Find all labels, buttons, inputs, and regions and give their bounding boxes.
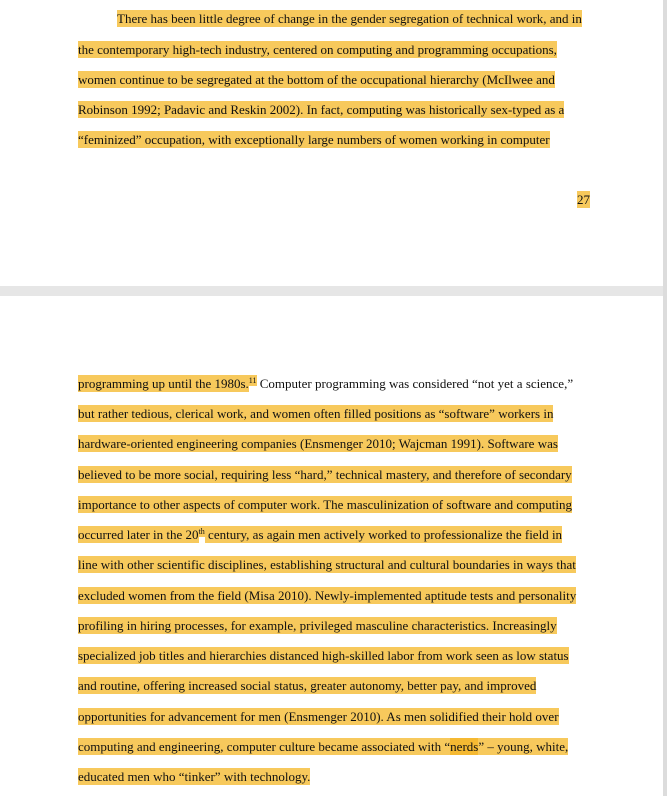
page-break <box>0 286 667 296</box>
page-number: 27 <box>577 192 590 207</box>
document-page-lower <box>0 296 663 796</box>
paragraph-line: There has been little degree of change in the gender segregation of technical work, and in <box>117 11 582 26</box>
paragraph-line: programming up until the 1980s.$^{11}$ Computer programming was considered “not yet a science,” <box>78 375 574 391</box>
paragraph-line: occurred later in the 20th century, as again men actively worked to professionalize the field in <box>78 526 563 542</box>
paragraph-line: women continue to be segregated at the bottom of the occupational hierarchy (McIlwee and <box>78 72 555 87</box>
nerds-highlight: nerds <box>450 739 479 754</box>
paragraph-line: believed to be more social, requiring less “hard,” technical mastery, and therefore of secondary <box>78 467 572 482</box>
paragraph-line: opportunities for advancement for men (Ensmenger 2010). As men solidified their hold over <box>78 709 559 724</box>
paragraph-line: “feminized” occupation, with exceptionally large numbers of women working in computer <box>78 132 550 147</box>
paragraph-line: educated men who “tinker” with technology. <box>78 769 311 784</box>
paragraph-line: Robinson 1992; Padavic and Reskin 2002). In fact, computing was historically sex-typed as a <box>78 102 565 117</box>
paragraph-line: excluded women from the field (Misa 2010). Newly-implemented aptitude tests and personality <box>78 588 577 603</box>
vertical-scrollbar[interactable] <box>663 0 667 796</box>
paragraph-line: computing and engineering, computer culture became associated with “nerds” – young, white, <box>78 739 569 754</box>
paragraph-line: importance to other aspects of computer work. The masculinization of software and computing <box>78 497 572 512</box>
paragraph-line: hardware-oriented engineering companies (Ensmenger 2010; Wajcman 1991). Software was <box>78 436 558 451</box>
paragraph-line: but rather tedious, clerical work, and women often filled positions as “software” workers in <box>78 406 554 421</box>
paragraph-line: the contemporary high-tech industry, centered on computing and programming occupations, <box>78 42 557 57</box>
paragraph-line: line with other scientific disciplines, establishing structural and cultural boundaries in ways that <box>78 557 576 572</box>
footnote-reference[interactable]: 11 <box>248 375 257 385</box>
document-page-upper <box>0 0 663 286</box>
paragraph-line: profiling in hiring processes, for example, privileged masculine characteristics. Increasingly <box>78 618 557 633</box>
paragraph-line: and routine, offering increased social status, greater autonomy, better pay, and improved <box>78 678 537 693</box>
paragraph-line: specialized job titles and hierarchies distanced high-skilled labor from work seen as low status <box>78 648 569 663</box>
